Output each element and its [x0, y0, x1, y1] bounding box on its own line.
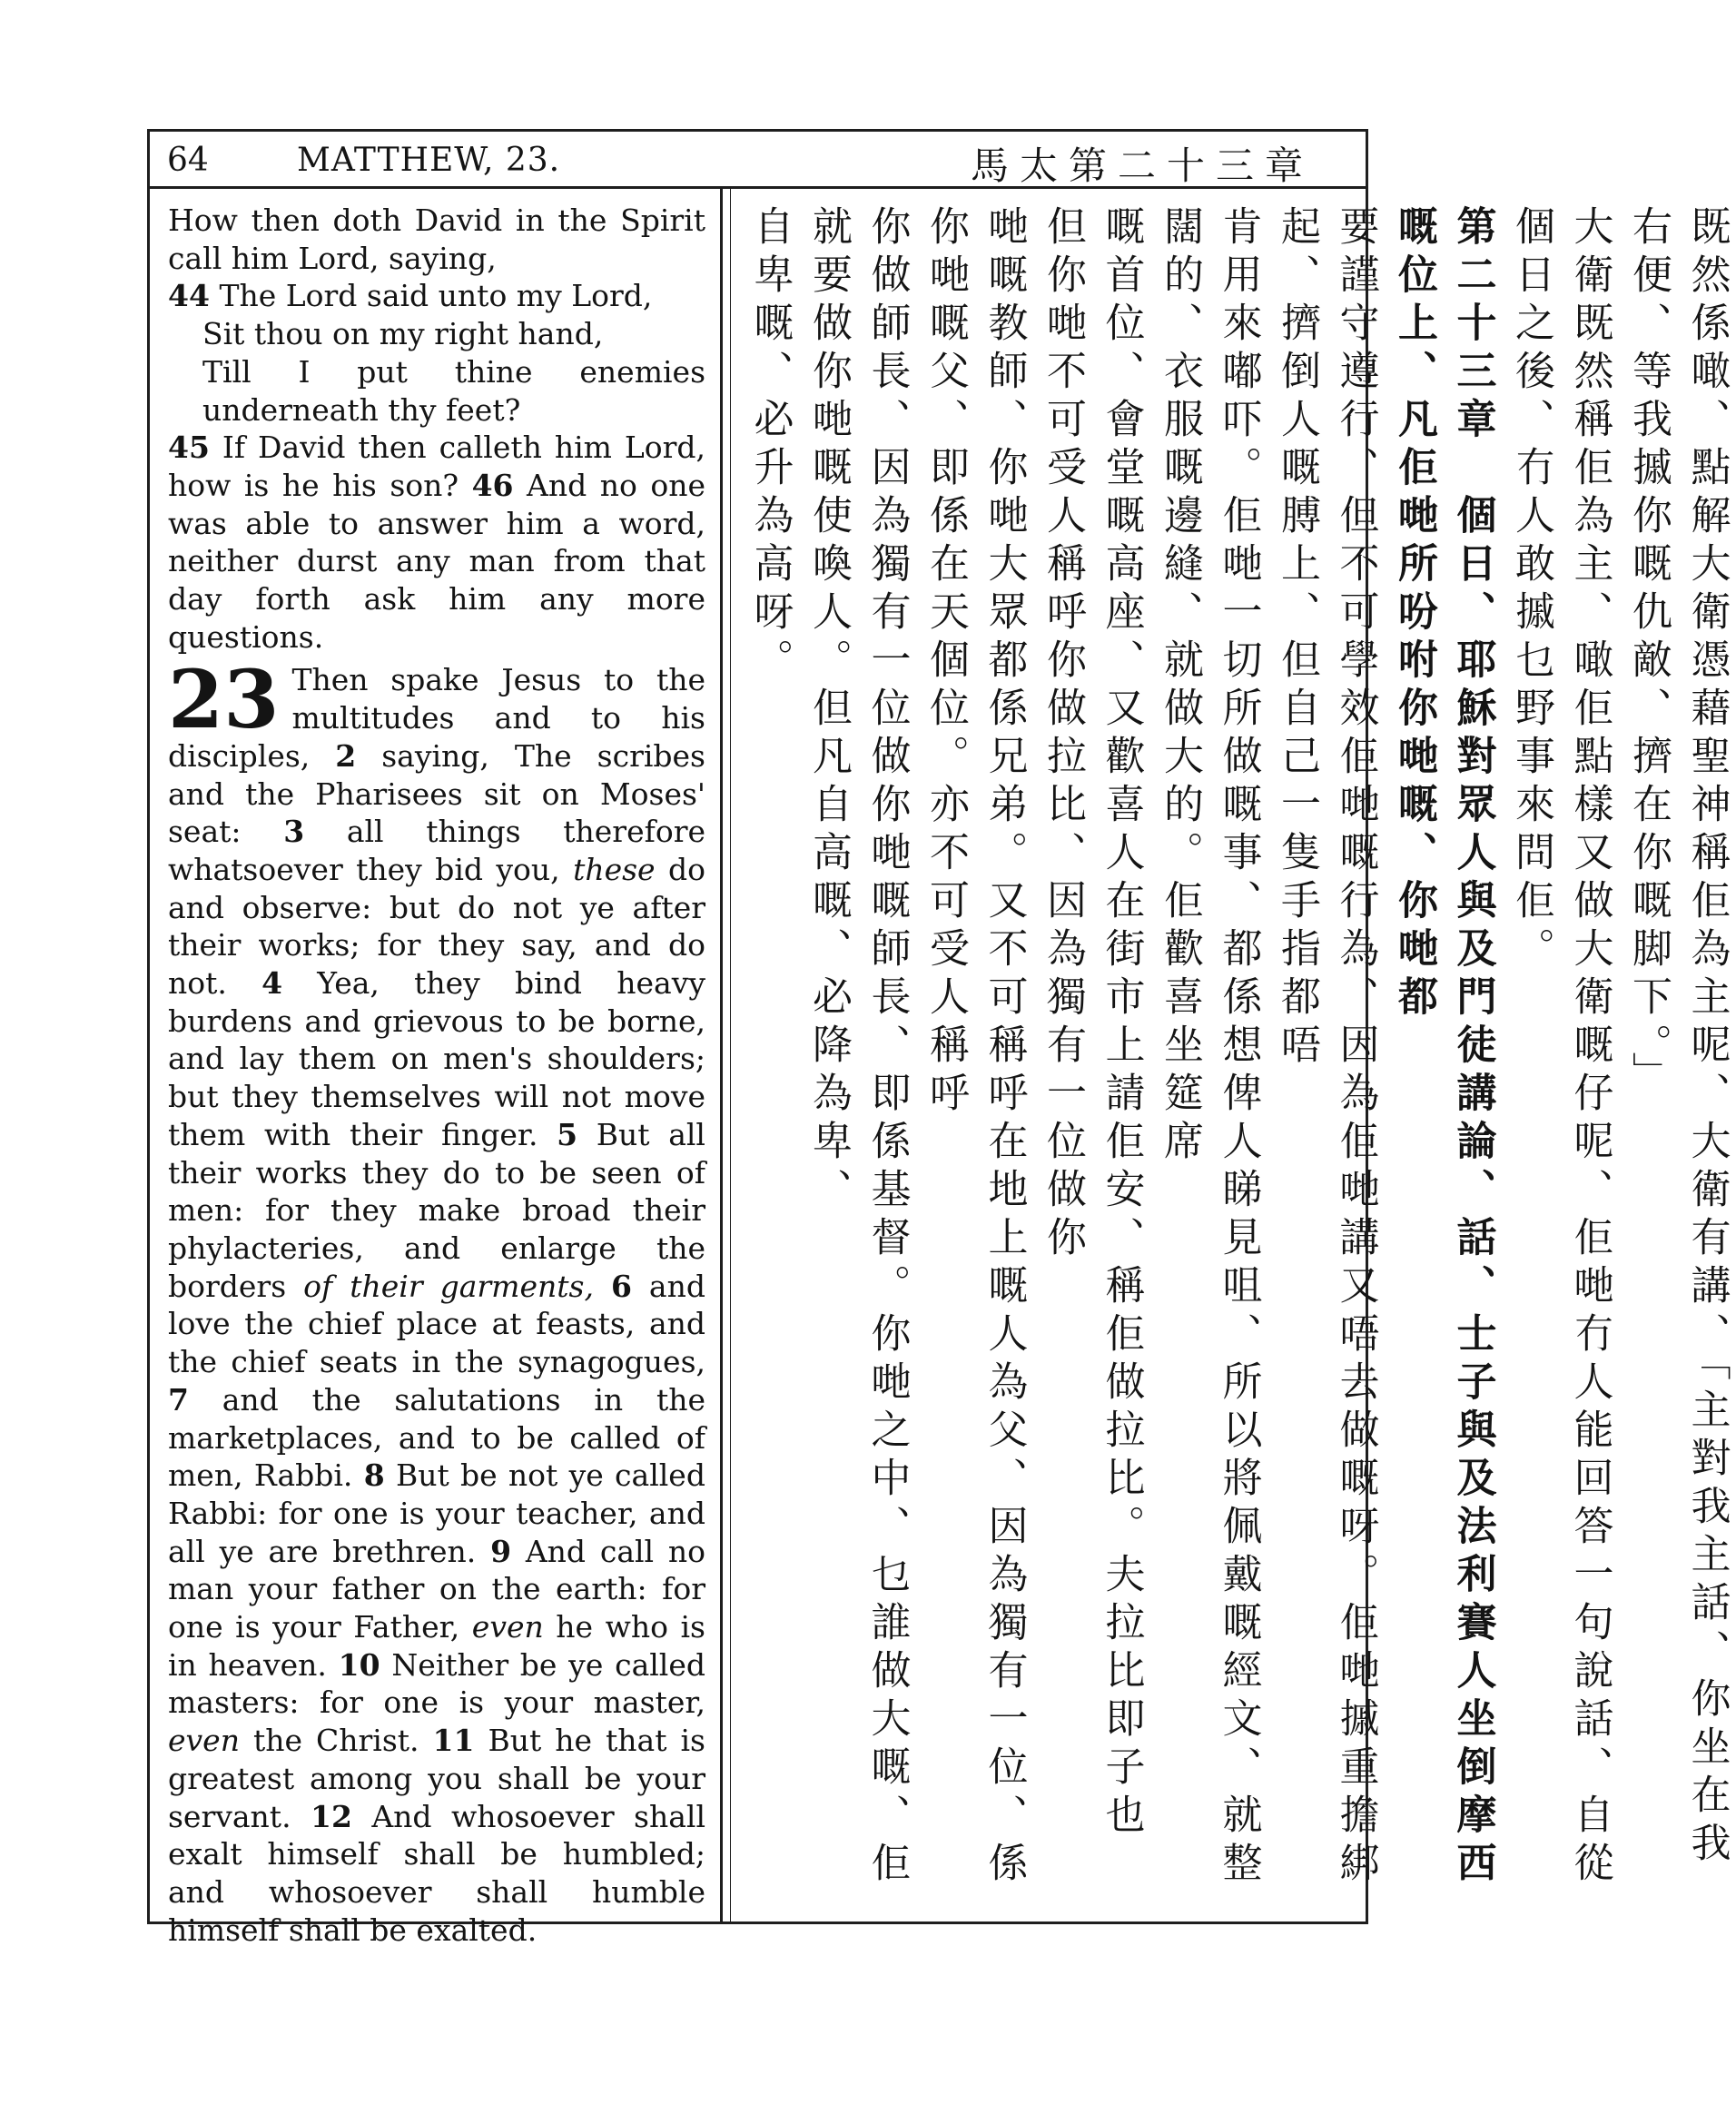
- verse-text: saying, The scribes and the Pharisees sit on Moses' seat:: [168, 737, 705, 850]
- verse-text: The Lord said unto my Lord,: [219, 278, 653, 314]
- page-number: 64: [167, 142, 209, 179]
- verse-number: 6: [610, 1268, 632, 1304]
- italic-word: even: [471, 1609, 544, 1645]
- verse-number: 4: [261, 965, 283, 1002]
- italic-word: these: [573, 851, 656, 887]
- chinese-line-9: 自卑嘅、必升為高呀。: [746, 205, 794, 687]
- chinese-line-4: 要謹守遵行、但不可學效佢哋嘅行為、因為佢哋講又唔去做嘅呀。佢哋摵重擔綁起、擠倒人嘅膊上、但自己一隻手指都唔: [1274, 205, 1379, 1890]
- running-title: MATTHEW, 23.: [297, 142, 561, 179]
- verse-44: [168, 277, 705, 315]
- verse-number: 46: [471, 467, 514, 503]
- verse-text: he who is in heaven.: [168, 1609, 705, 1683]
- verse-text: Yea, they bind heavy burdens and grievous to be borne, and lay them on men's shoulders; but they themselves will not move them with their finger.: [168, 965, 705, 1152]
- verse-text: and the salutations in the marketplaces, and to be called of men, Rabbi.: [168, 1381, 705, 1494]
- chapter-number: 23: [168, 652, 280, 747]
- verse-text: and love the chief place at feasts, and the chief seats in the synagogues,: [168, 1268, 705, 1380]
- verse-text: But all their works they do to be seen of men: for they make broad their phylacteries, and enlarge the borders: [168, 1116, 705, 1304]
- verse-text: all things therefore whatsoever they bid you,: [168, 814, 705, 887]
- verse-number: 11: [432, 1723, 475, 1759]
- verse-text: Neither be ye called masters: for one is your master,: [168, 1646, 705, 1721]
- verse-number: 9: [490, 1533, 512, 1569]
- english-column: [168, 202, 705, 1949]
- chinese-vertical-text: [740, 205, 1736, 1912]
- verse-text: But be not ye called Rabbi: for one is your teacher, and all ye are brethren.: [168, 1457, 705, 1569]
- verse-number: 10: [338, 1646, 380, 1683]
- verse-number: 44: [168, 278, 210, 314]
- italic-word: even: [168, 1723, 240, 1759]
- chinese-line-1: 既然係噉、點解大衛憑藉聖神稱佢為主呢、大衛有講、「主對我主話、你坐在我右便、等我摵你嘅仇敵、擠在你嘅脚下。」: [1625, 205, 1731, 1870]
- verse-number: 8: [363, 1457, 385, 1494]
- verse-number: 2: [335, 737, 357, 774]
- verse-text: Then spake Jesus to the multitudes and to his disciples,: [168, 662, 705, 774]
- verse-number: 12: [310, 1798, 352, 1834]
- verse-text: Till I put thine enemies underneath thy feet?: [202, 353, 705, 428]
- chapter-23-start: [168, 652, 706, 1949]
- chinese-line-6: 嘅首位、會堂嘅高座、又歡喜人在街市上請佢安、稱佢做拉比。夫拉比即子也 但你哋不可受人稱呼你做拉比、因為獨有一位做你: [1040, 205, 1145, 1890]
- verse-number: 5: [557, 1116, 578, 1152]
- chinese-column: [740, 205, 1731, 1912]
- page-header: [147, 129, 1368, 189]
- verse-text: And no one was able to answer him a word, neither durst any man from that day forth ask him any more questions.: [168, 467, 705, 655]
- verse-number: 7: [168, 1381, 189, 1418]
- verse-text: And whosoever shall exalt himself shall be humbled; and whosoever shall humble himself shall be exalted.: [168, 1798, 705, 1948]
- verse-text: If David then calleth him Lord, how is he his son?: [168, 430, 705, 503]
- column-divider-inner: [730, 189, 731, 1924]
- verse-text: do and observe: but do not ye after their works; for they say, and do not.: [168, 851, 705, 1002]
- verse-text: And call no man your father on the earth: for one is your Father,: [168, 1533, 706, 1645]
- verse-44-line: Sit thou on my right hand,: [202, 316, 604, 352]
- column-divider: [720, 189, 723, 1924]
- verse-text: the Christ.: [252, 1723, 419, 1759]
- verse-number: 3: [283, 814, 305, 850]
- chinese-running-title: 馬太第二十三章: [970, 143, 1314, 188]
- verse-44-line: [168, 353, 705, 429]
- chinese-line-2: 大衛既然稱佢為主、噉佢點樣又做大衛嘅仔呢、佢哋冇人能回答一句說話、自從個日之後、冇人敢摵乜野事來問佢。: [1508, 205, 1613, 1890]
- chinese-line-8: 你做師長、因為獨有一位做你哋嘅師長、即係基督。你哋之中、乜誰做大嘅、佢就要做你哋嘅使喚人。但凡自高嘅、必降為卑、: [805, 205, 911, 1890]
- verse-45: [168, 429, 705, 656]
- verse-43-text: How then doth David in the Spirit call him Lord, saying,: [168, 203, 705, 276]
- chinese-line-7: 哋嘅教師、你哋大眾都係兄弟。又不可稱呼在地上嘅人為父、因為獨有一位、係你哋嘅父、即係在天個位。亦不可受人稱呼: [922, 205, 1028, 1890]
- verse-number: 45: [168, 430, 210, 466]
- italic-phrase: of their garments,: [303, 1268, 594, 1304]
- chinese-line-5: 肯用來嘟吓。佢哋一切所做嘅事、都係想俾人睇見咀、所以將佩戴嘅經文、就整闊的、衣服嘅邊縫、就做大的。佢歡喜坐筵席: [1157, 205, 1262, 1890]
- verse-text: But he that is greatest among you shall be your servant.: [168, 1723, 705, 1834]
- chinese-line-3: 第二十三章 個日、耶穌對眾人與及門徒講論、話、士子與及法利賽人坐倒摩西嘅位上、凡佢哋所吩咐你哋嘅、你哋都: [1391, 205, 1496, 1890]
